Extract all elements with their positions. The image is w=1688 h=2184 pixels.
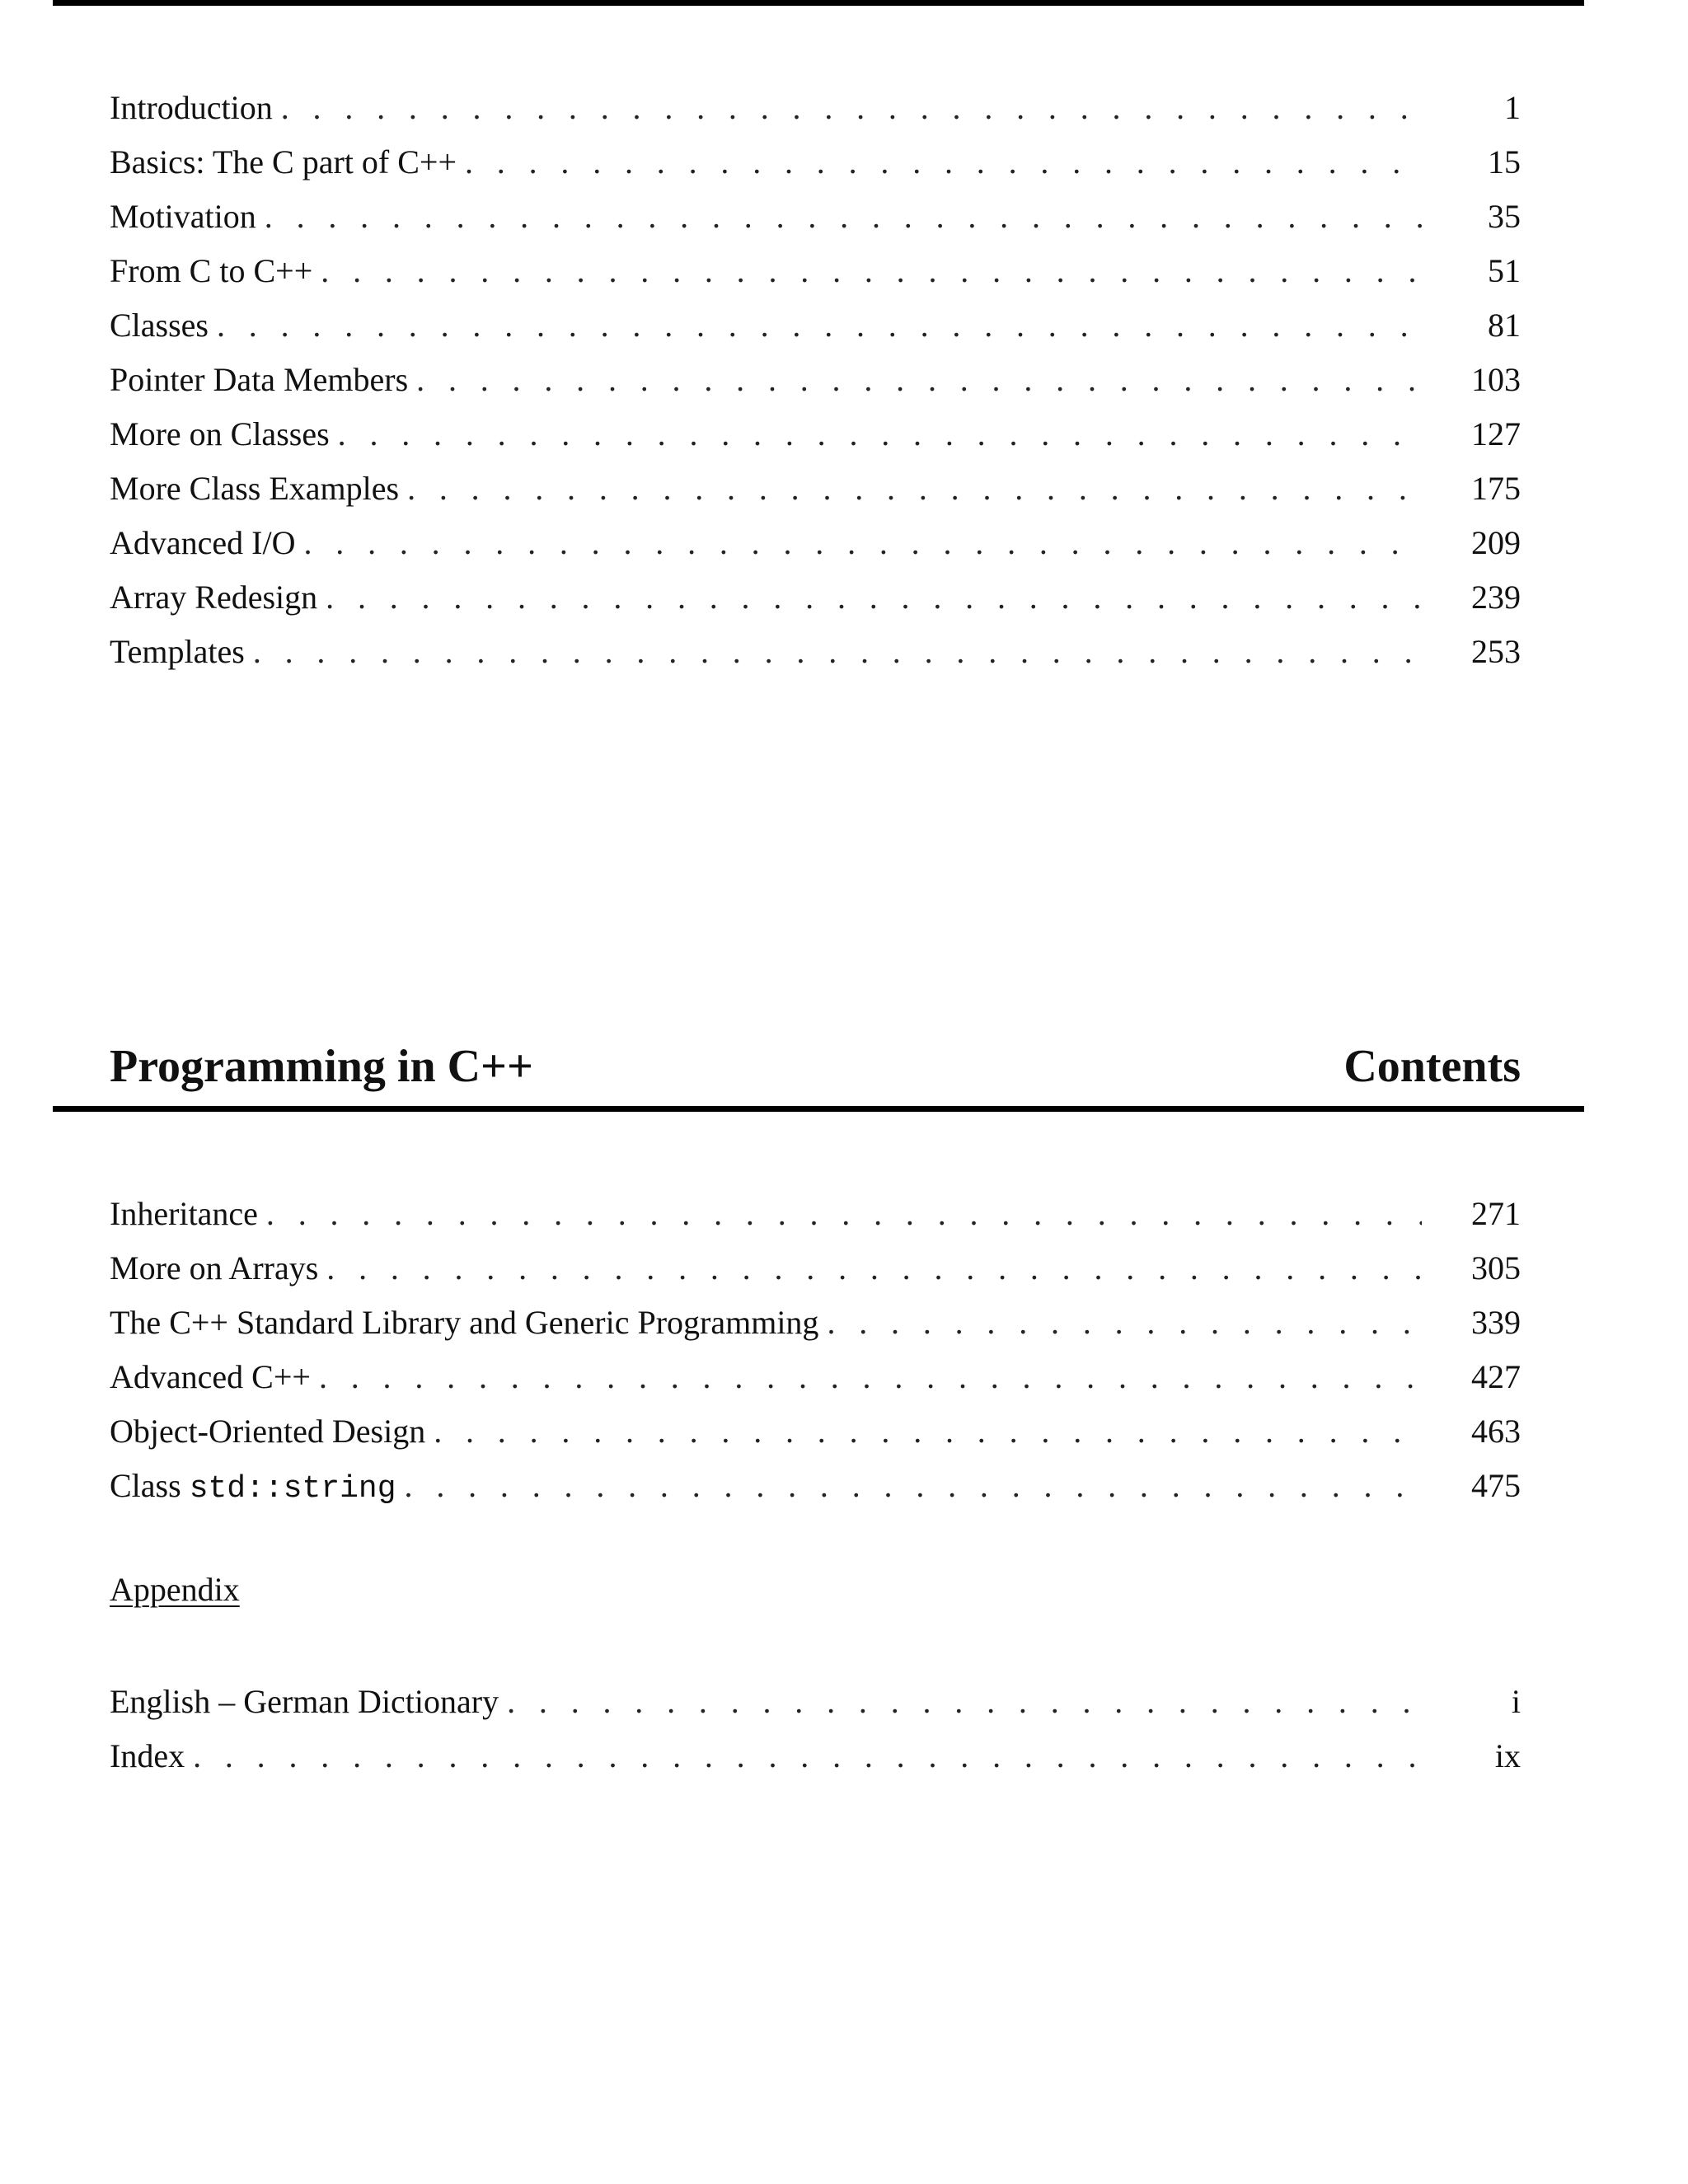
toc-entry-page: 209: [1471, 524, 1521, 561]
toc-entry-title: Introduction: [110, 89, 273, 126]
toc-entry-page: 127: [1471, 415, 1521, 452]
toc-entry-page: 463: [1471, 1413, 1521, 1450]
toc-entry-page: 35: [1488, 198, 1521, 235]
toc-entry-page: 1: [1504, 89, 1521, 126]
appendix-heading: Appendix: [110, 1571, 240, 1608]
dot-leader: [827, 1296, 1422, 1350]
section-title: Contents: [1343, 1041, 1521, 1092]
dot-leader: [193, 1729, 1422, 1783]
toc-entry-title: The C++ Standard Library and Generic Programming: [110, 1304, 819, 1341]
toc-entry-page: 305: [1471, 1249, 1521, 1286]
toc-entry-title: [110, 1459, 405, 1516]
toc-list-appendix: [110, 1675, 1521, 1783]
header-rule: [53, 1106, 1584, 1112]
toc-entry-title: From C to C++: [110, 252, 313, 289]
toc-entry-page: 339: [1471, 1304, 1521, 1341]
dot-leader: [416, 353, 1422, 407]
toc-entry[interactable]: [110, 625, 1521, 679]
dot-leader: [405, 1459, 1422, 1513]
dot-leader: [319, 1350, 1422, 1404]
toc-entry-page: 175: [1471, 470, 1521, 507]
top-rule: [53, 0, 1584, 6]
toc-entry-page: 15: [1488, 143, 1521, 180]
dot-leader: [321, 244, 1422, 298]
dot-leader: [303, 516, 1422, 570]
book-title: Programming in C++: [110, 1041, 533, 1092]
toc-entry[interactable]: [110, 190, 1521, 244]
toc-entry[interactable]: [110, 1296, 1521, 1350]
toc-list-part2: [110, 1187, 1521, 1513]
dot-leader: [217, 298, 1422, 353]
dot-leader: [507, 1675, 1422, 1729]
toc-entry-page: 51: [1488, 252, 1521, 289]
toc-entry-title: Array Redesign: [110, 579, 318, 616]
toc-entry-code: std::string: [189, 1471, 396, 1507]
toc-entry-title: Index: [110, 1737, 185, 1774]
toc-entry-title: Classes: [110, 307, 209, 344]
toc-entry[interactable]: [110, 244, 1521, 298]
dot-leader: [265, 190, 1422, 244]
toc-entry[interactable]: [110, 1729, 1521, 1783]
toc-entry-title: Templates: [110, 633, 245, 670]
toc-entry[interactable]: [110, 570, 1521, 625]
dot-leader: [465, 135, 1422, 190]
toc-entry[interactable]: [110, 407, 1521, 462]
toc-entry[interactable]: [110, 353, 1521, 407]
page-header: [110, 1037, 1521, 1096]
toc-entry-title: More Class Examples: [110, 470, 400, 507]
toc-entry-title-text: Class: [110, 1467, 181, 1504]
toc-entry[interactable]: [110, 516, 1521, 570]
toc-entry[interactable]: [110, 1241, 1521, 1296]
dot-leader: [326, 1241, 1422, 1296]
toc-entry-title: More on Arrays: [110, 1249, 319, 1286]
toc-entry[interactable]: [110, 298, 1521, 353]
toc-entry-page: 475: [1471, 1467, 1521, 1504]
toc-entry-title: More on Classes: [110, 415, 330, 452]
toc-entry-page: 103: [1471, 361, 1521, 398]
toc-entry-page: i: [1511, 1683, 1521, 1720]
toc-entry[interactable]: [110, 81, 1521, 135]
toc-entry-title: Inheritance: [110, 1195, 258, 1232]
toc-entry-page: 427: [1471, 1358, 1521, 1395]
dot-leader: [407, 462, 1422, 516]
toc-entry[interactable]: [110, 1459, 1521, 1513]
toc-entry[interactable]: [110, 1187, 1521, 1241]
toc-entry-page: 81: [1488, 307, 1521, 344]
toc-entry-page: 253: [1471, 633, 1521, 670]
dot-leader: [253, 625, 1422, 679]
dot-leader: [326, 570, 1422, 625]
toc-entry[interactable]: [110, 1404, 1521, 1459]
toc-entry-title: Object-Oriented Design: [110, 1413, 426, 1450]
toc-entry[interactable]: [110, 1675, 1521, 1729]
toc-entry[interactable]: [110, 462, 1521, 516]
toc-entry-title: Pointer Data Members: [110, 361, 409, 398]
toc-entry-page: 271: [1471, 1195, 1521, 1232]
toc-entry-page: 239: [1471, 579, 1521, 616]
toc-entry-title: English – German Dictionary: [110, 1683, 499, 1720]
toc-entry-title: Advanced C++: [110, 1358, 311, 1395]
toc-entry-title: Motivation: [110, 198, 256, 235]
dot-leader: [266, 1187, 1422, 1241]
toc-list-part1: [110, 81, 1521, 679]
toc-entry-page: ix: [1494, 1737, 1521, 1774]
dot-leader: [281, 81, 1422, 135]
toc-entry[interactable]: [110, 1350, 1521, 1404]
dot-leader: [434, 1404, 1422, 1459]
toc-entry-title: Basics: The C part of C++: [110, 143, 457, 180]
dot-leader: [338, 407, 1422, 462]
toc-entry[interactable]: [110, 135, 1521, 190]
toc-entry-title: Advanced I/O: [110, 524, 296, 561]
